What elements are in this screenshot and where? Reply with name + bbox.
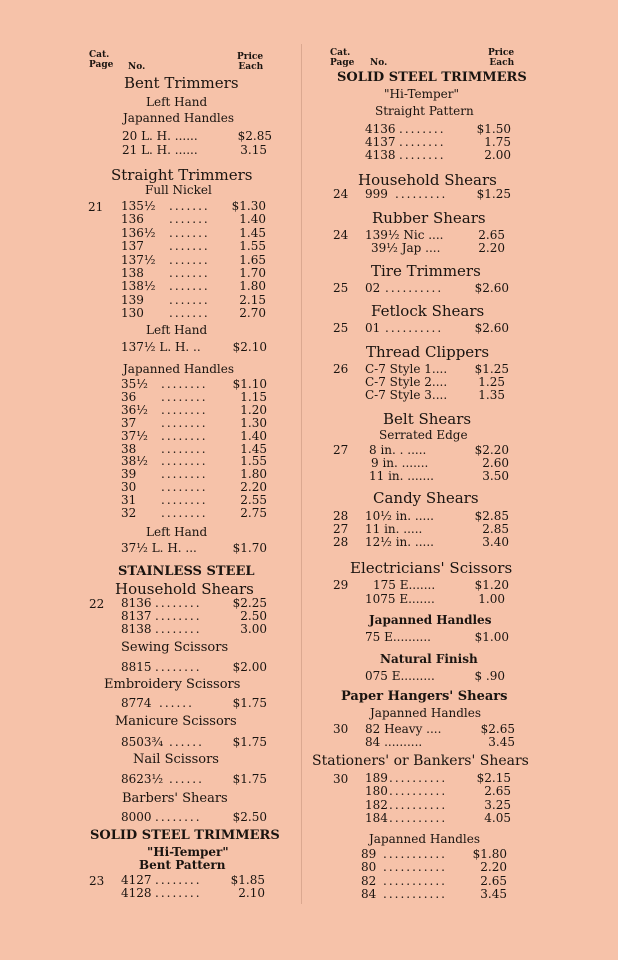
section-subtitle: Japanned Handles bbox=[369, 613, 492, 627]
price-row: 28 12½ in. ..... 3.40 bbox=[333, 535, 509, 549]
price-row: 36 ........ 1.15 bbox=[121, 389, 267, 404]
section-subtitle: Bent Pattern bbox=[139, 858, 226, 872]
price-row: 30 ........ 2.20 bbox=[121, 480, 267, 495]
price-row: 27 8 in. . ..... $2.20 bbox=[333, 443, 509, 457]
price-row: 24 999 ......... $1.25 bbox=[333, 187, 511, 201]
price-row: 137½ ....... 1.65 bbox=[121, 252, 266, 267]
price-row: 26 C-7 Style 1.... $1.25 bbox=[333, 362, 509, 376]
page-fold bbox=[301, 44, 302, 904]
section-title: STAINLESS STEEL bbox=[118, 564, 255, 579]
price-row: 8000 ........ $2.50 bbox=[121, 810, 267, 824]
price-row: 32 ........ 2.75 bbox=[121, 506, 267, 520]
price-row: 8137 ........ 2.50 bbox=[121, 609, 267, 623]
section-subtitle: Straight Pattern bbox=[375, 104, 474, 118]
price-each-header: Price Each bbox=[488, 48, 515, 68]
price-row: 29 175 E....... $1.20 bbox=[333, 578, 509, 592]
cat-page-number: 21 bbox=[88, 200, 104, 214]
section-title: Stationers' or Bankers' Shears bbox=[312, 753, 529, 769]
section-subtitle: Japanned Handles bbox=[123, 111, 234, 125]
section-title: Paper Hangers' Shears bbox=[341, 689, 508, 704]
price-row: 27 11 in. ..... 2.85 bbox=[333, 522, 509, 536]
price-row: 137 ....... 1.55 bbox=[121, 239, 266, 254]
section-title: Manicure Scissors bbox=[115, 714, 237, 729]
section-title: Candy Shears bbox=[373, 489, 479, 507]
no-header: No. bbox=[128, 62, 146, 72]
cat-page-number: 22 bbox=[89, 597, 105, 611]
price-row: 35½ ........ $1.10 bbox=[121, 377, 267, 391]
section-title: Rubber Shears bbox=[372, 209, 486, 227]
price-row: 31 ........ 2.55 bbox=[121, 493, 267, 508]
price-row: 39 ........ 1.80 bbox=[121, 467, 267, 482]
price-row: 37½ L. H. ... $1.70 bbox=[121, 541, 267, 555]
price-row: 075 E......... $ .90 bbox=[365, 669, 505, 683]
section-title: Belt Shears bbox=[383, 410, 472, 428]
price-row: 38 ........ 1.45 bbox=[121, 441, 267, 456]
price-row: 37½ ........ 1.40 bbox=[121, 428, 267, 443]
price-row: 82 ........... 2.65 bbox=[361, 873, 507, 888]
section-title: Household Shears bbox=[358, 171, 497, 189]
section-subtitle: Japanned Handles bbox=[370, 706, 481, 720]
price-row: 38½ ........ 1.55 bbox=[121, 454, 267, 469]
section-title: Nail Scissors bbox=[133, 752, 219, 767]
price-row: 184 .......... 4.05 bbox=[365, 810, 511, 825]
price-row: 182 .......... 3.25 bbox=[365, 797, 511, 812]
price-row: 136 ....... 1.40 bbox=[121, 212, 266, 227]
price-row: 189 .......... $2.15 bbox=[365, 771, 511, 785]
price-row: 8623½ ...... $1.75 bbox=[121, 772, 267, 786]
price-row: 4128 ........ 2.10 bbox=[121, 886, 265, 900]
section-title: Straight Trimmers bbox=[111, 166, 253, 184]
price-row: 89 ........... $1.80 bbox=[361, 847, 507, 861]
section-title: Tire Trimmers bbox=[371, 262, 481, 280]
price-row: 39½ Jap .... 2.20 bbox=[371, 241, 505, 255]
section-subtitle: Left Hand bbox=[146, 323, 208, 337]
price-row: 84 .......... 3.45 bbox=[365, 735, 515, 749]
price-row: 138½ ....... 1.80 bbox=[121, 279, 266, 294]
section-subtitle: Japanned Handles bbox=[123, 362, 234, 376]
price-row: 8138 ........ 3.00 bbox=[121, 622, 267, 636]
cat-page-number: 23 bbox=[89, 874, 105, 888]
section-title: Embroidery Scissors bbox=[104, 677, 241, 692]
section-title: Fetlock Shears bbox=[371, 302, 485, 320]
price-row: 30 82 Heavy .... $2.65 bbox=[333, 722, 515, 736]
section-subtitle: "Hi-Temper" bbox=[384, 87, 460, 101]
section-title: Bent Trimmers bbox=[124, 74, 239, 92]
section-subtitle: Left Hand bbox=[146, 525, 208, 539]
no-header: No. bbox=[370, 58, 388, 68]
price-row: 25 02 .......... $2.60 bbox=[333, 281, 509, 295]
price-row: 4127 ........ $1.85 bbox=[121, 873, 265, 887]
price-row: 8774 ...... $1.75 bbox=[121, 696, 267, 710]
section-title: SOLID STEEL TRIMMERS bbox=[90, 828, 280, 843]
section-title: Sewing Scissors bbox=[121, 640, 229, 655]
section-title: SOLID STEEL TRIMMERS bbox=[337, 70, 527, 85]
price-row: 8136 ........ $2.25 bbox=[121, 596, 267, 610]
section-subtitle: "Hi-Temper" bbox=[147, 845, 229, 859]
price-row: 1075 E....... 1.00 bbox=[365, 592, 505, 606]
price-row: 84 ........... 3.45 bbox=[361, 886, 507, 901]
section-title: Thread Clippers bbox=[366, 343, 490, 361]
section-subtitle: Natural Finish bbox=[380, 652, 478, 666]
price-row: C-7 Style 2.... 1.25 bbox=[365, 375, 505, 389]
price-row: 20 L. H. ...... $2.85 bbox=[122, 129, 272, 143]
price-row: 9 in. ....... 2.60 bbox=[371, 456, 509, 470]
price-row: 138 ....... 1.70 bbox=[121, 266, 266, 280]
price-row: 136½ ....... 1.45 bbox=[121, 225, 266, 240]
section-subtitle: Full Nickel bbox=[145, 183, 212, 197]
price-row: 24 139½ Nic .... 2.65 bbox=[333, 228, 505, 242]
cat-page-header: Cat. Page bbox=[330, 48, 355, 68]
price-row: 135½ ....... $1.30 bbox=[121, 199, 266, 213]
cat-page-number: 30 bbox=[333, 772, 349, 786]
price-row: 139 ....... 2.15 bbox=[121, 292, 266, 307]
price-row: 36½ ........ 1.20 bbox=[121, 402, 267, 417]
section-title: Electricians' Scissors bbox=[350, 559, 513, 577]
price-row: 28 10½ in. ..... $2.85 bbox=[333, 509, 509, 523]
price-row: 4138 ........ 2.00 bbox=[365, 148, 511, 162]
section-subtitle: Japanned Handles bbox=[369, 832, 480, 846]
price-row: 130 ....... 2.70 bbox=[121, 306, 266, 321]
price-row: 4136 ........ $1.50 bbox=[365, 122, 511, 136]
section-title: Barbers' Shears bbox=[122, 791, 228, 806]
price-row: 137½ L. H. .. $2.10 bbox=[121, 340, 267, 354]
section-subtitle: Left Hand bbox=[146, 95, 208, 109]
price-row: 11 in. ....... 3.50 bbox=[369, 469, 509, 483]
price-row: 8815 ........ $2.00 bbox=[121, 660, 267, 674]
cat-page-header: Cat. Page bbox=[89, 50, 114, 70]
price-row: 180 .......... 2.65 bbox=[365, 784, 511, 799]
price-row: 21 L. H. ...... 3.15 bbox=[122, 143, 267, 157]
section-subtitle: Serrated Edge bbox=[379, 428, 468, 442]
price-row: 75 E.......... $1.00 bbox=[365, 630, 509, 644]
price-row: 8503¾ ...... $1.75 bbox=[121, 735, 267, 749]
price-row: C-7 Style 3.... 1.35 bbox=[365, 388, 505, 402]
price-each-header: Price Each bbox=[237, 52, 264, 72]
price-row: 37 ........ 1.30 bbox=[121, 415, 267, 430]
price-row: 80 ........... 2.20 bbox=[361, 860, 507, 875]
price-row: 4137 ........ 1.75 bbox=[365, 135, 511, 149]
price-row: 25 01 .......... $2.60 bbox=[333, 321, 509, 335]
section-subtitle: Household Shears bbox=[115, 580, 254, 598]
